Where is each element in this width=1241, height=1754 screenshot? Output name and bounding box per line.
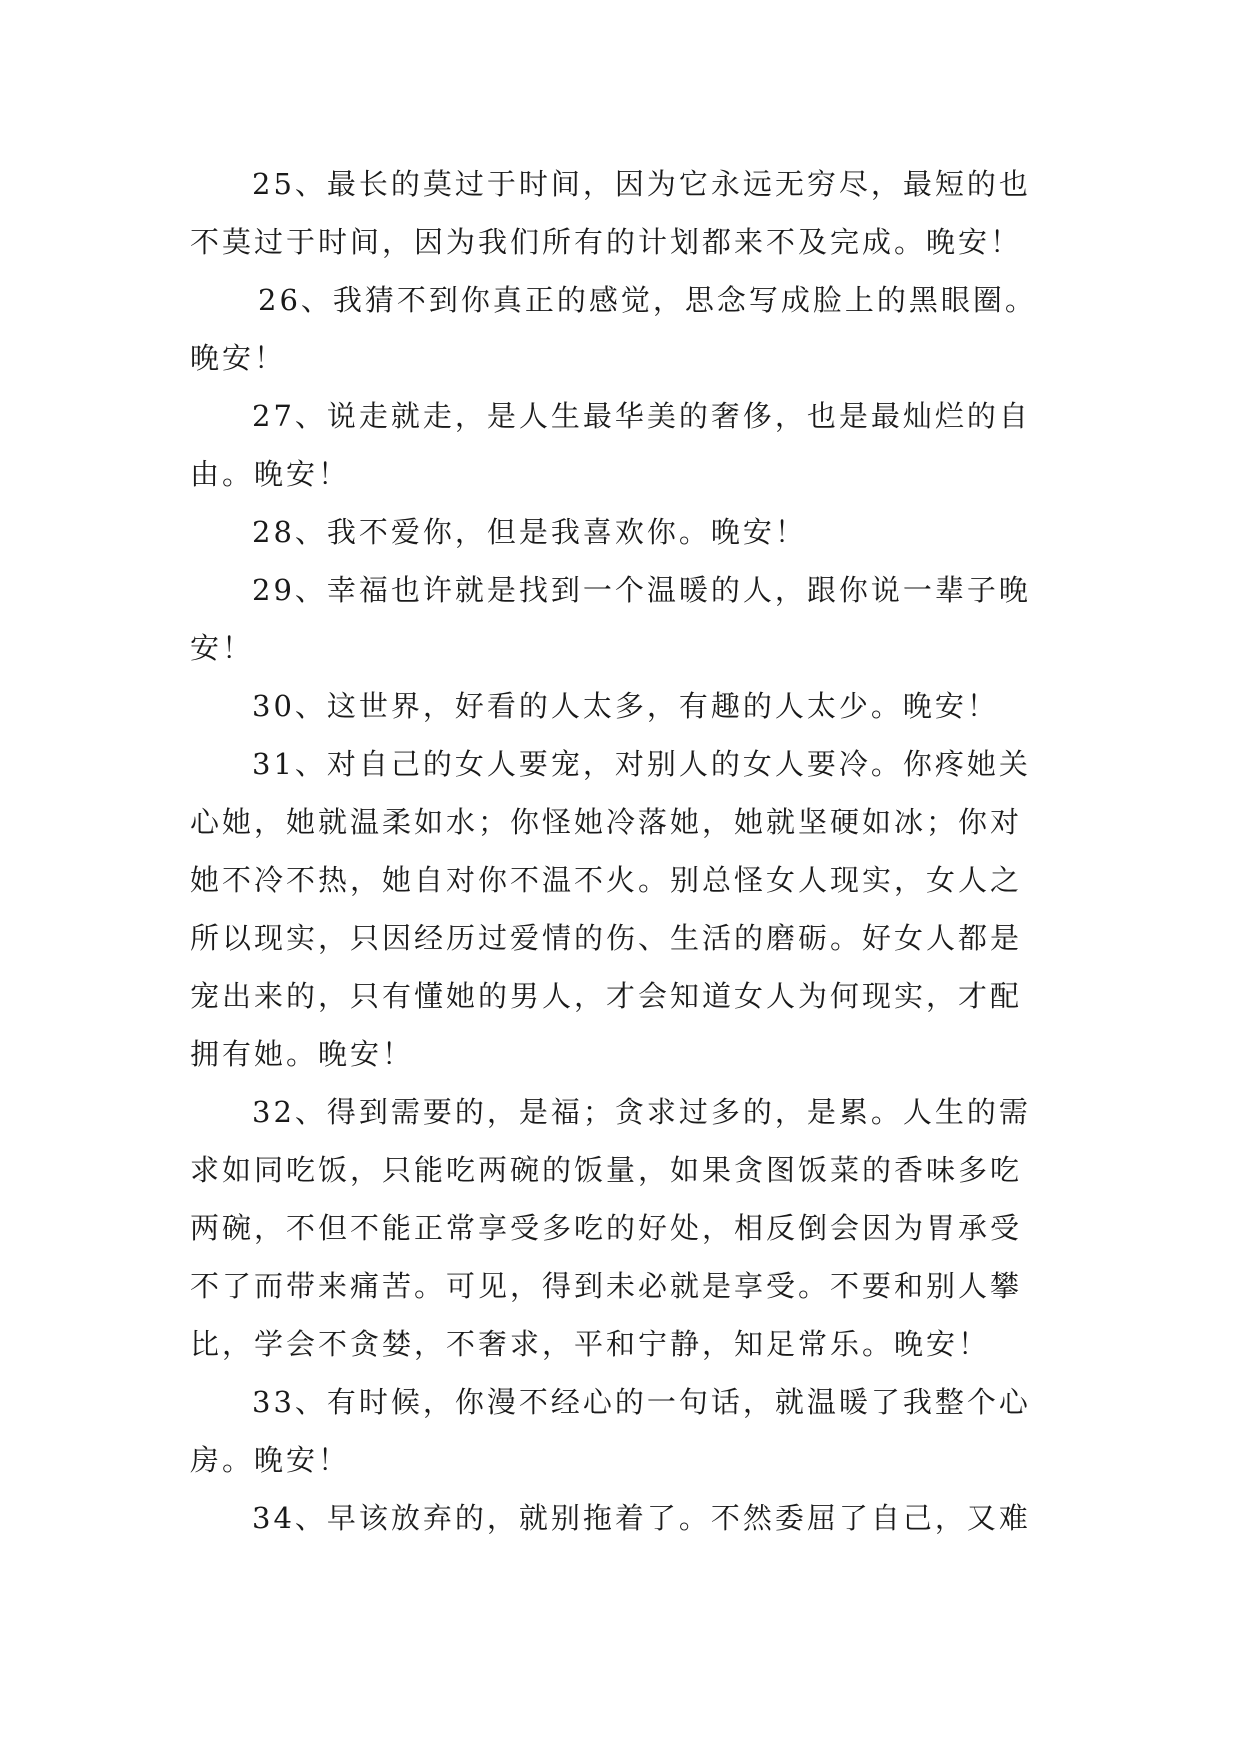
text-line: 26、我猜不到你真正的感觉，思念写成脸上的黑眼圈。 — [258, 283, 1037, 317]
text-line: 27、说走就走，是人生最华美的奢侈，也是最灿烂的自 — [252, 399, 1031, 433]
text-line: 28、我不爱你，但是我喜欢你。晚安！ — [252, 515, 807, 549]
text-line: 房。晚安！ — [190, 1443, 351, 1477]
text-line: 比，学会不贪婪，不奢求，平和宁静，知足常乐。晚安！ — [190, 1327, 991, 1361]
text-line: 由。晚安！ — [190, 457, 351, 491]
text-line: 31、对自己的女人要宠，对别人的女人要冷。你疼她关 — [252, 747, 1031, 781]
text-line: 34、早该放弃的，就别拖着了。不然委屈了自己，又难 — [252, 1501, 1031, 1535]
text-line: 晚安！ — [190, 341, 287, 375]
text-line: 所以现实，只因经历过爱情的伤、生活的磨砺。好女人都是 — [190, 921, 1023, 955]
text-line: 心她，她就温柔如水；你怪她冷落她，她就坚硬如冰；你对 — [190, 805, 1023, 839]
text-line: 求如同吃饭，只能吃两碗的饭量，如果贪图饭菜的香味多吃 — [190, 1153, 1023, 1187]
text-line: 29、幸福也许就是找到一个温暖的人，跟你说一辈子晚 — [252, 573, 1031, 607]
text-line: 33、有时候，你漫不经心的一句话，就温暖了我整个心 — [252, 1385, 1031, 1419]
text-line: 30、这世界，好看的人太多，有趣的人太少。晚安！ — [252, 689, 999, 723]
text-line: 拥有她。晚安！ — [190, 1037, 415, 1071]
text-line: 她不冷不热，她自对你不温不火。别总怪女人现实，女人之 — [190, 863, 1023, 897]
text-line: 安！ — [190, 631, 255, 665]
text-line: 25、最长的莫过于时间，因为它永远无穷尽，最短的也 — [252, 167, 1031, 201]
text-line: 两碗，不但不能正常享受多吃的好处，相反倒会因为胃承受 — [190, 1211, 1023, 1245]
text-line: 32、得到需要的，是福；贪求过多的，是累。人生的需 — [252, 1095, 1031, 1129]
text-line: 宠出来的，只有懂她的男人，才会知道女人为何现实，才配 — [190, 979, 1023, 1013]
text-line: 不了而带来痛苦。可见，得到未必就是享受。不要和别人攀 — [190, 1269, 1023, 1303]
text-line: 不莫过于时间，因为我们所有的计划都来不及完成。晚安！ — [190, 225, 1023, 259]
